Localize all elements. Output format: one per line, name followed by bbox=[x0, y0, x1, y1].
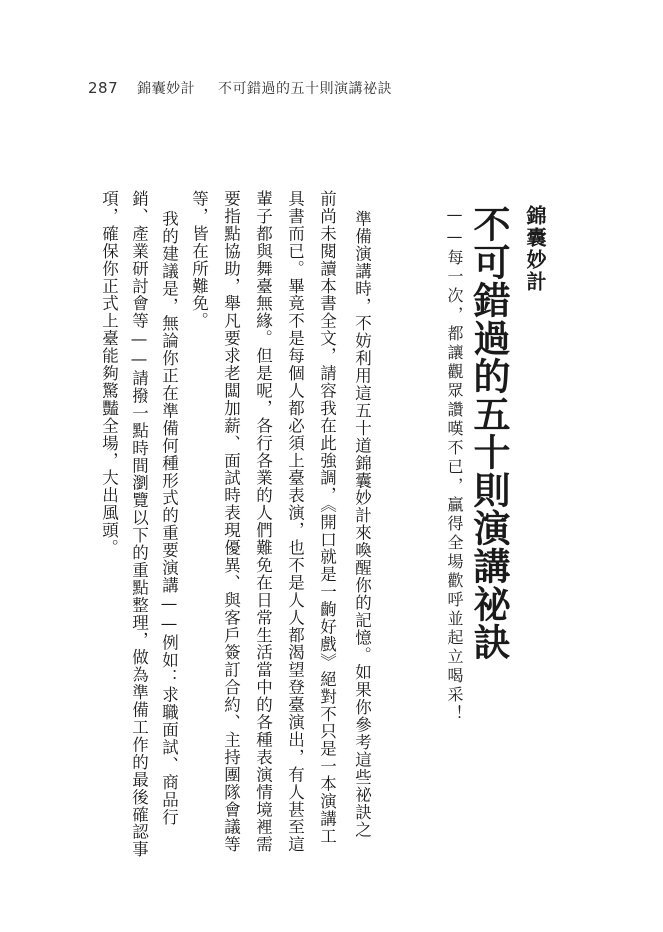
body-column: 準備演講時，不妨利用這五十道錦囊妙計來喚醒你的記憶。如果你參考這些祕訣之 bbox=[352, 210, 372, 839]
running-header bbox=[88, 78, 392, 98]
section-title: 不可錯過的五十則演講祕訣 bbox=[467, 205, 510, 661]
body-column: 項，確保你正式上臺能夠驚豔全場，大出風頭。 bbox=[99, 190, 119, 557]
body-column: 具書而已。畢竟不是每個人都必須上臺表演，也不是人人都渴望登臺演出，有人甚至這 bbox=[285, 190, 305, 854]
body-column: 輩子都與舞臺無緣。但是呢，各行各業的人們難免在日常生活當中的各種表演情境裡需 bbox=[253, 190, 273, 854]
header-title: 不可錯過的五十則演講祕訣 bbox=[218, 81, 393, 97]
body-column: 我的建議是，無論你正在準備何種形式的重要演講——例如：求職面試、商品行 bbox=[159, 210, 179, 826]
section-subtitle: ——每一次，都讓觀眾讚嘆不已，贏得全場歡呼並起立喝采！ bbox=[445, 205, 464, 724]
section-series-label: 錦囊妙計 bbox=[523, 205, 547, 293]
body-column: 等，皆在所難免。 bbox=[189, 190, 209, 330]
header-series: 錦囊妙計 bbox=[137, 81, 196, 97]
page-number: 287 bbox=[88, 79, 119, 97]
body-column: 銷、產業研討會等——請撥一點時間瀏覽以下的重點整理，做為準備工作的最後確認事 bbox=[129, 190, 149, 859]
body-column: 前尚未閱讀本書全文，請容我在此強調，《開口就是一齣好戲》絕對不只是一本演講工 bbox=[317, 190, 337, 845]
body-column: 要指點協助，舉凡要求老闆加薪、面試時表現優異、與客戶簽訂合約、主持團隊會議等 bbox=[221, 190, 241, 854]
